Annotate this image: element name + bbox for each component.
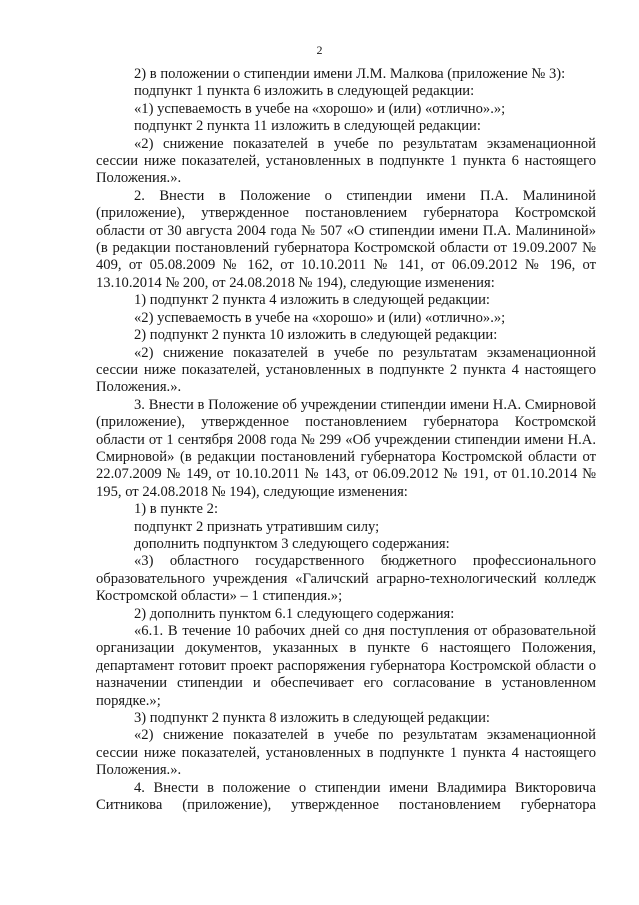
paragraph: «1) успеваемость в учебе на «хорошо» и (или) «отлично».»;	[134, 100, 506, 117]
paragraph: «2) успеваемость в учебе на «хорошо» и (или) «отлично».»;	[134, 309, 506, 326]
paragraph: подпункт 2 признать утратившим силу;	[134, 518, 380, 535]
paragraph: 1) подпункт 2 пункта 4 изложить в следующей редакции:	[134, 292, 490, 309]
paragraph: подпункт 1 пункта 6 изложить в следующей редакции:	[134, 83, 475, 100]
paragraph: 2) в положении о стипендии имени Л.М. Малкова (приложение № 3):	[134, 66, 566, 82]
paragraph: 2. Внести в Положение о стипендии имени П.А. Малининой (приложение), утвержденное постановлением губернатора Костромской области от 30 августа 2004 года № 507 «О стипендии имени П.А. Малининой» (в редакции постановлений губернатора Костромской области от 19.09.2007 № 409, от 05.08.2009 № 162, от 10.10.2011 № 141, от 06.09.2012 № 196, от 13.10.2014 № 200, от 24.08.2018 № 194), следующие изменения:	[96, 187, 596, 291]
paragraph: подпункт 2 пункта 11 изложить в следующей редакции:	[134, 118, 481, 135]
document-body	[96, 66, 596, 814]
paragraph: 2) дополнить пунктом 6.1 следующего содержания:	[134, 605, 455, 622]
paragraph: 3) подпункт 2 пункта 8 изложить в следующей редакции:	[134, 710, 490, 727]
paragraph: 2) подпункт 2 пункта 10 изложить в следующей редакции:	[134, 327, 498, 344]
paragraph: 4. Внести в положение о стипендии имени Владимира Викторовича Ситникова (приложение), утвержденное постановлением губернатора	[96, 779, 596, 814]
paragraph: «2) снижение показателей в учебе по результатам экзаменационной сессии ниже показателей, установленных в подпункте 1 пункта 6 настоящего Положения.».	[96, 135, 596, 187]
paragraph: 3. Внести в Положение об учреждении стипендии имени Н.А. Смирновой (приложение), утвержденное постановлением губернатора Костромской области от 1 сентября 2008 года № 299 «Об учреждении стипендии имени Н.А. Смирновой» (в редакции постановлений губернатора Костромской области от 22.07.2009 № 149, от 10.10.2011 № 143, от 06.09.2012 № 191, от 01.10.2014 № 195, от 24.08.2018 № 194), следующие изменения:	[96, 396, 596, 500]
paragraph: «2) снижение показателей в учебе по результатам экзаменационной сессии ниже показателей, установленных в подпункте 2 пункта 4 настоящего Положения.».	[96, 344, 596, 396]
paragraph: 1) в пункте 2:	[134, 501, 219, 518]
page-number: 2	[316, 43, 323, 57]
paragraph: дополнить подпунктом 3 следующего содержания:	[134, 535, 450, 552]
paragraph: «2) снижение показателей в учебе по результатам экзаменационной сессии ниже показателей, установленных в подпункте 1 пункта 4 настоящего Положения.».	[96, 727, 596, 779]
paragraph: «3) областного государственного бюджетного профессионального образовательного учреждения «Галичский аграрно-технологический колледж Костромской области» – 1 стипендия.»;	[96, 553, 596, 605]
paragraph: «6.1. В течение 10 рабочих дней со дня поступления от образовательной организации документов, указанных в пункте 6 настоящего Положения, департамент готовит проект распоряжения губернатора Костромской области о назначении стипендии и обеспечивает его согласование в установленном порядке.»;	[96, 623, 596, 709]
